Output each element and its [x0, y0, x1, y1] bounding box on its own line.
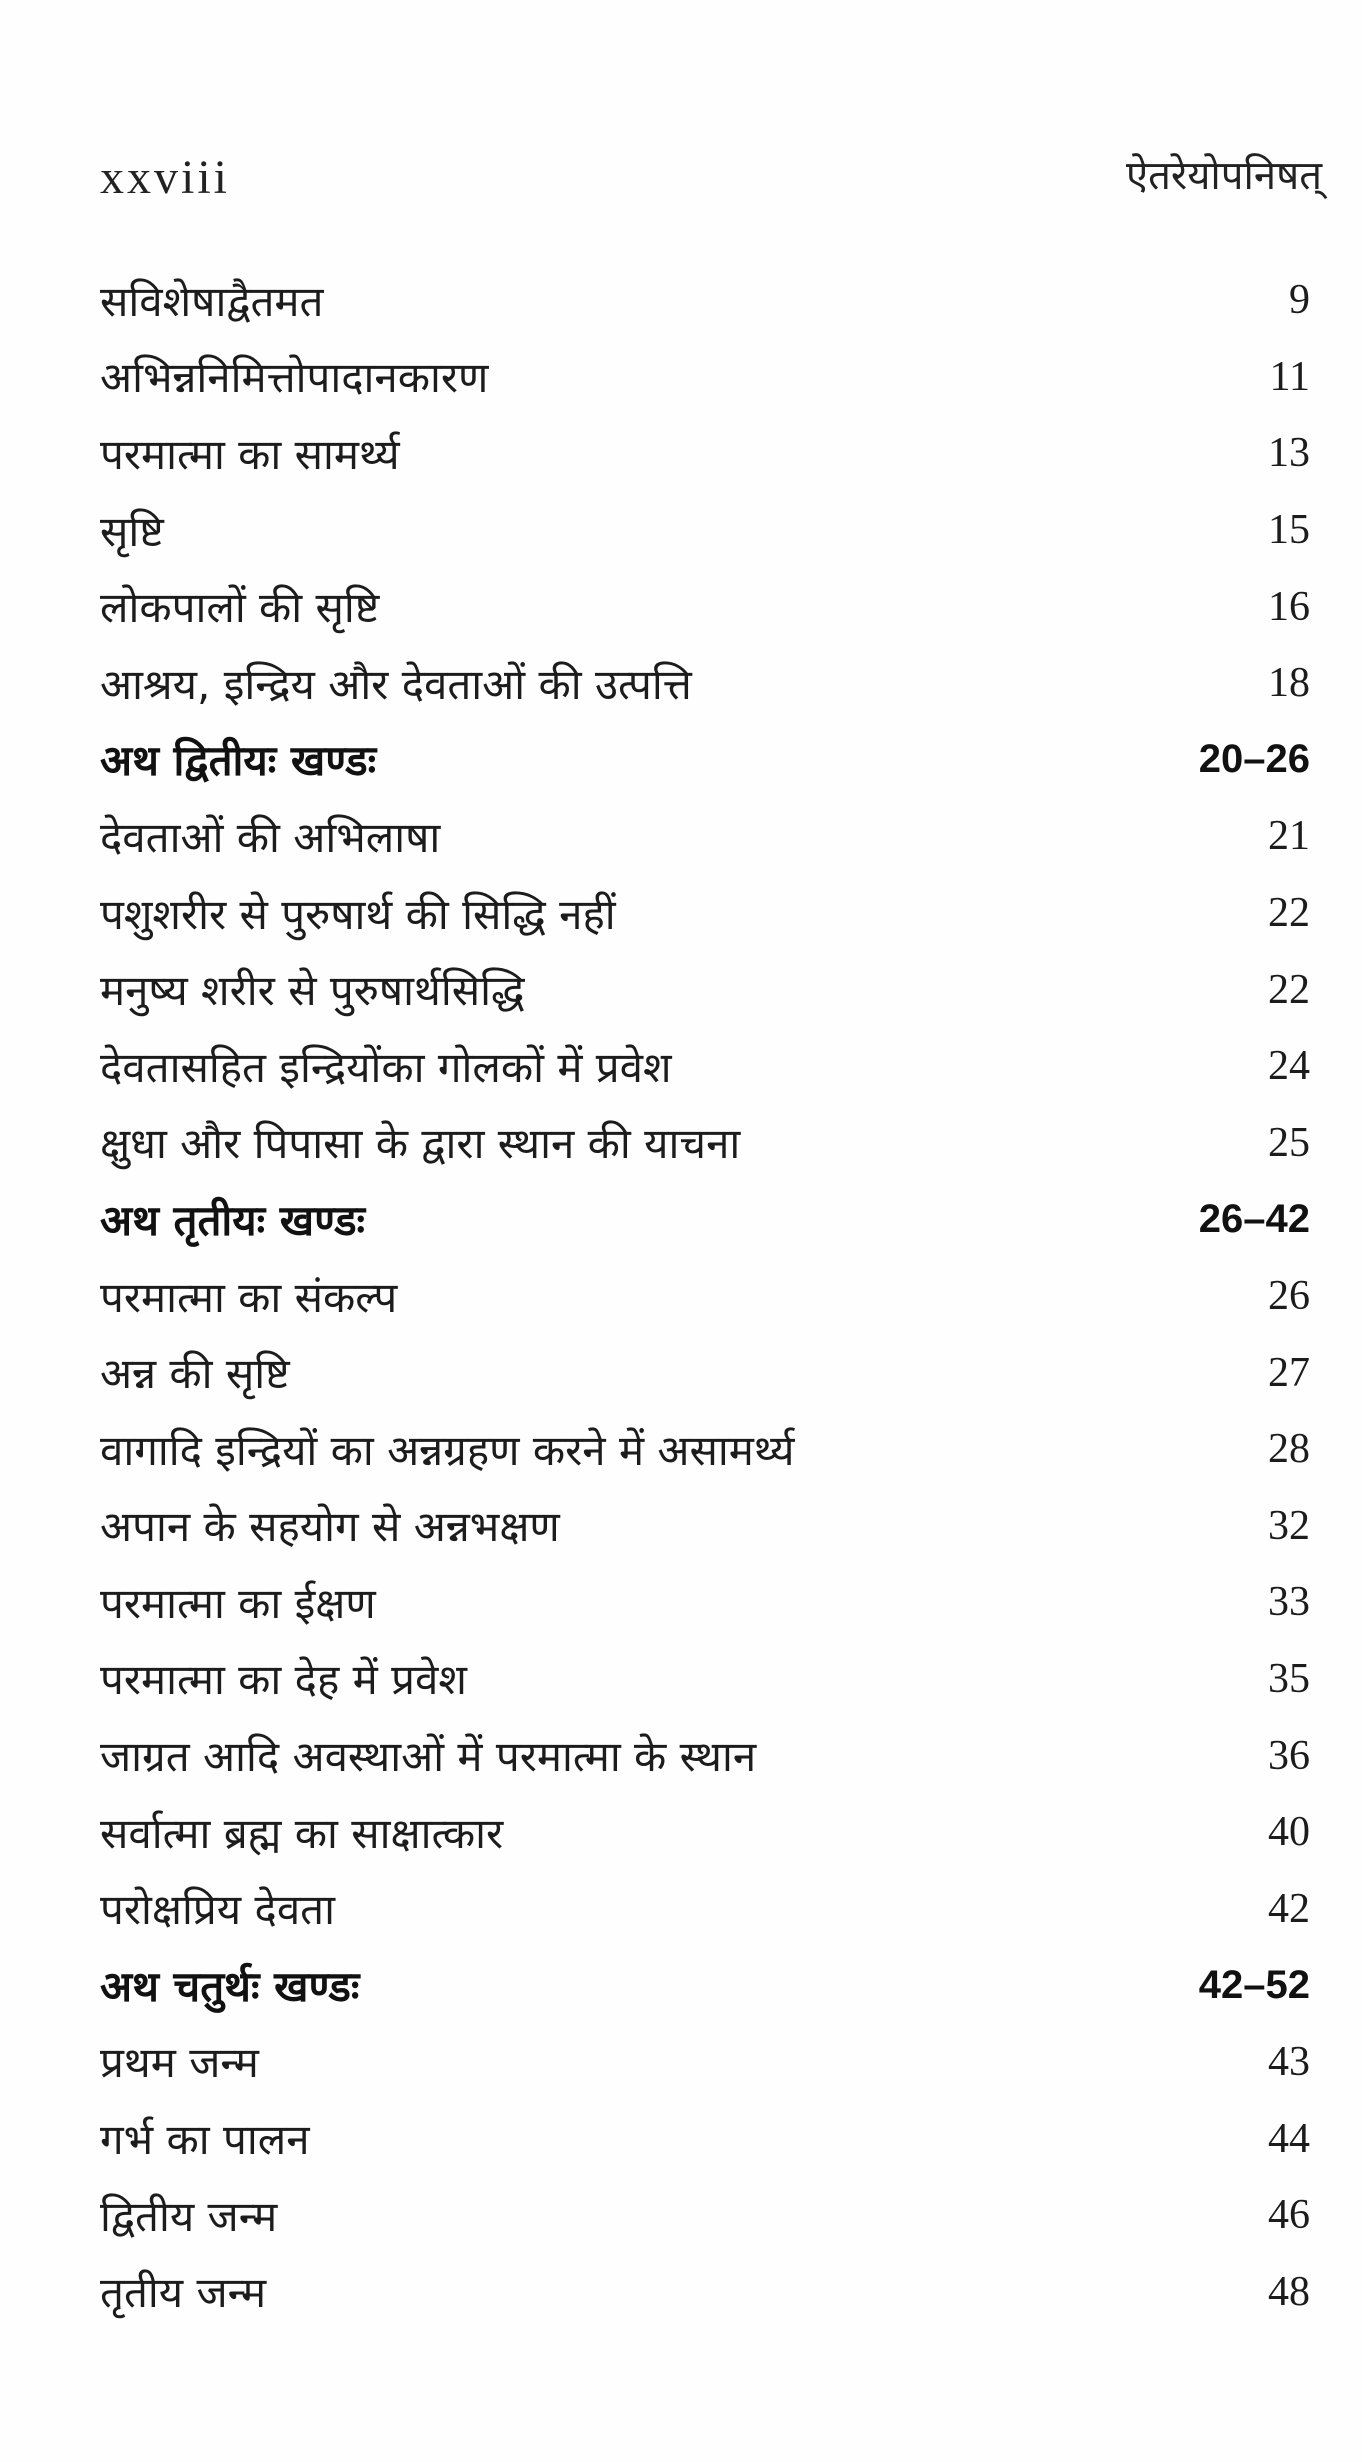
entry-page-number: 22 — [1268, 890, 1310, 937]
toc-entry — [100, 1258, 1310, 1335]
toc-entry — [100, 798, 1310, 875]
toc-entry — [100, 1334, 1310, 1411]
entry-page-number: 18 — [1268, 660, 1310, 707]
entry-page-number: 21 — [1268, 813, 1310, 860]
section-page-range: 26–42 — [1198, 1196, 1310, 1241]
entry-title: अभिन्ननिमित्तोपादानकारण — [100, 353, 489, 403]
entry-page-number: 42 — [1268, 1885, 1310, 1932]
toc-section-heading — [100, 722, 1310, 799]
entry-title: जाग्रत आदि अवस्थाओं में परमात्मा के स्थान — [100, 1732, 757, 1782]
entry-page-number: 15 — [1268, 507, 1310, 554]
entry-title: लोकपालों की सृष्टि — [100, 583, 380, 633]
entry-title: सृष्टि — [100, 506, 164, 556]
toc-entry — [100, 1488, 1310, 1565]
entry-title: क्षुधा और पिपासा के द्वारा स्थान की याचना — [100, 1119, 741, 1169]
entry-page-number: 46 — [1268, 2192, 1310, 2239]
entry-title: सर्वात्मा ब्रह्म का साक्षात्कार — [100, 1808, 504, 1858]
entry-title: परमात्मा का सामर्थ्य — [100, 429, 400, 479]
entry-page-number: 25 — [1268, 1119, 1310, 1166]
toc-entry — [100, 1870, 1310, 1947]
entry-page-number: 32 — [1268, 1502, 1310, 1549]
toc-entry — [100, 339, 1310, 416]
entry-page-number: 27 — [1268, 1349, 1310, 1396]
toc-entry — [100, 492, 1310, 569]
toc-entry — [100, 2253, 1310, 2330]
entry-title: परमात्मा का संकल्प — [100, 1272, 398, 1322]
toc-entry — [100, 1717, 1310, 1794]
toc-entry — [100, 1028, 1310, 1105]
section-page-range: 20–26 — [1198, 737, 1310, 782]
entry-page-number: 36 — [1268, 1732, 1310, 1779]
entry-title: द्वितीय जन्म — [100, 2191, 278, 2241]
toc-entry — [100, 1564, 1310, 1641]
entry-page-number: 33 — [1268, 1579, 1310, 1626]
entry-title: अपान के सहयोग से अन्नभक्षण — [100, 1502, 560, 1552]
table-of-contents — [100, 262, 1310, 2330]
entry-page-number: 13 — [1268, 430, 1310, 477]
toc-entry — [100, 1641, 1310, 1718]
entry-title: मनुष्य शरीर से पुरुषार्थसिद्धि — [100, 966, 525, 1016]
section-title: अथ तृतीयः खण्डः — [100, 1195, 366, 1245]
running-title: ऐतरेयोपनिषत् — [1125, 153, 1322, 199]
entry-page-number: 16 — [1268, 583, 1310, 630]
entry-page-number: 44 — [1268, 2115, 1310, 2162]
toc-entry — [100, 2100, 1310, 2177]
entry-title: अन्न की सृष्टि — [100, 1349, 290, 1399]
toc-entry — [100, 568, 1310, 645]
toc-entry — [100, 1794, 1310, 1871]
entry-title: प्रथम जन्म — [100, 2038, 259, 2088]
page-number: xxviii — [100, 151, 231, 204]
entry-title: देवताओं की अभिलाषा — [100, 812, 441, 862]
entry-title: वागादि इन्द्रियों का अन्नग्रहण करने में असामर्थ्य — [100, 1425, 795, 1475]
entry-title: गर्भ का पालन — [100, 2115, 310, 2165]
entry-page-number: 24 — [1268, 1043, 1310, 1090]
entry-title: सविशेषाद्वैतमत — [100, 276, 324, 326]
entry-page-number: 43 — [1268, 2038, 1310, 2085]
entry-page-number: 28 — [1268, 1426, 1310, 1473]
toc-entry — [100, 2024, 1310, 2101]
entry-page-number: 9 — [1289, 277, 1310, 324]
entry-page-number: 26 — [1268, 1273, 1310, 1320]
entry-title: परमात्मा का ईक्षण — [100, 1578, 376, 1628]
toc-section-heading — [100, 1947, 1310, 2024]
entry-title: तृतीय जन्म — [100, 2268, 267, 2318]
toc-entry — [100, 262, 1310, 339]
toc-section-heading — [100, 1181, 1310, 1258]
toc-entry — [100, 415, 1310, 492]
entry-title: देवतासहित इन्द्रियोंका गोलकों में प्रवेश — [100, 1042, 672, 1092]
entry-title: पशुशरीर से पुरुषार्थ की सिद्धि नहीं — [100, 889, 616, 939]
toc-entry — [100, 875, 1310, 952]
toc-entry — [100, 2177, 1310, 2254]
toc-entry — [100, 645, 1310, 722]
entry-title: आश्रय, इन्द्रिय और देवताओं की उत्पत्ति — [100, 659, 692, 709]
section-page-range: 42–52 — [1198, 1962, 1310, 2007]
entry-page-number: 11 — [1269, 353, 1310, 400]
entry-page-number: 40 — [1268, 1809, 1310, 1856]
entry-page-number: 22 — [1268, 966, 1310, 1013]
toc-entry — [100, 1411, 1310, 1488]
entry-page-number: 35 — [1268, 1655, 1310, 1702]
section-title: अथ द्वितीयः खण्डः — [100, 736, 377, 786]
toc-entry — [100, 951, 1310, 1028]
toc-entry — [100, 1105, 1310, 1182]
section-title: अथ चतुर्थः खण्डः — [100, 1961, 360, 2011]
entry-title: परोक्षप्रिय देवता — [100, 1885, 335, 1935]
entry-title: परमात्मा का देह में प्रवेश — [100, 1655, 467, 1705]
entry-page-number: 48 — [1268, 2268, 1310, 2315]
